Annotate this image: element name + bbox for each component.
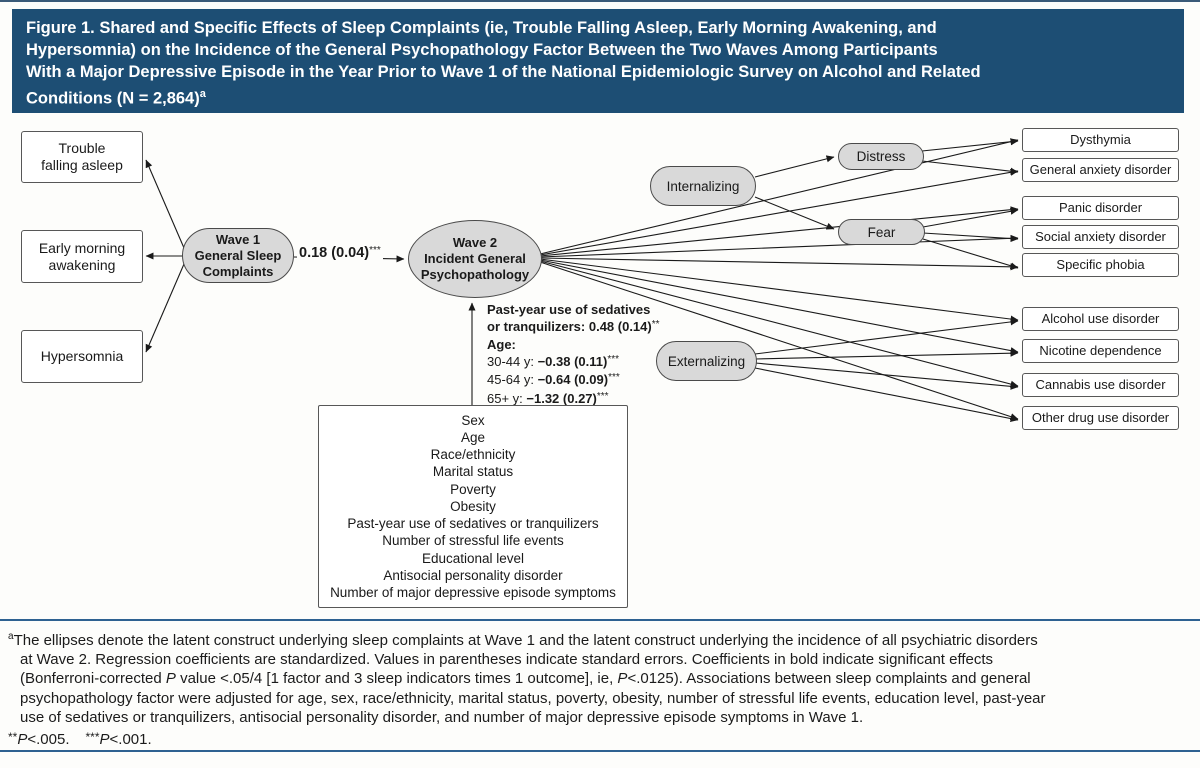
edge-fear-specific-phobia (923, 239, 1018, 268)
covariate-coefficients-annotation: Past-year use of sedatives or tranquilizers: 0.48 (0.14)** Age: 30-44 y: −0.38 (0.11)*** 45-64 y: −0.64 (0.09)*** 65+ y: −1.32 (0.27)*** (487, 302, 660, 409)
covariate-item: Race/ethnicity (430, 447, 516, 463)
covariate-item: Age (460, 430, 486, 446)
age-coefficient-row: 30-44 y: −0.38 (0.11)*** (487, 353, 620, 369)
edge-externalizing-cannabis (755, 363, 1018, 387)
indicator-box-hypersomnia: Hypersomnia (21, 330, 143, 383)
covariate-item: Obesity (450, 498, 496, 514)
covariates-box (318, 405, 628, 608)
edge-wave2-social-anxiety (540, 238, 1018, 257)
covariate-item: Marital status (432, 464, 514, 480)
latent-wave2-incident-psychopathology: Wave 2 Incident General Psychopathology (408, 220, 542, 298)
edge-wave2-specific-phobia (540, 258, 1018, 267)
covariate-item: Number of stressful life events (382, 533, 564, 549)
disorder-box-general-anxiety-disorder: General anxiety disorder (1022, 158, 1179, 182)
edge-distress-dysthymia (922, 141, 1018, 151)
title-footnote-marker: a (199, 88, 206, 100)
figure-title-line: Figure 1. Shared and Specific Effects of Sleep Complaints (ie, Trouble Falling Asleep, Early Morning Awakening, and (26, 19, 937, 37)
path-coefficient-wave1-wave2: 0.18 (0.04)*** (299, 245, 381, 261)
figure-title-line: With a Major Depressive Episode in the Year Prior to Wave 1 of the National Epidemiologic Survey on Alcohol and Related (26, 63, 981, 81)
footnote-line: (Bonferroni-corrected P value <.05/4 [1 factor and 3 sleep indicators times 1 outcome], ie, P<.0125). Associations between sleep complaints and general (20, 670, 1031, 688)
factor-internalizing: Internalizing (650, 166, 756, 206)
edge-externalizing-alcohol (755, 321, 1018, 354)
edge-wave2-panic (540, 209, 1018, 256)
latent-wave1-sleep-complaints: Wave 1 General Sleep Complaints (182, 228, 294, 283)
factor-distress: Distress (838, 143, 924, 170)
factor-fear: Fear (838, 219, 925, 245)
edge-wave2-dysthymia (540, 140, 1018, 254)
significance-legend: **P<.005. ***P<.001. (8, 730, 152, 749)
edge-internalizing-distress (755, 157, 834, 177)
covariate-item: Number of major depressive episode symptoms (330, 584, 616, 600)
edge-externalizing-nicotine (755, 353, 1018, 359)
age-coefficient-row: 45-64 y: −0.64 (0.09)*** (487, 372, 620, 387)
covariate-item: Sex (461, 412, 485, 428)
footnote-line: use of sedatives or tranquilizers, antisocial personality disorder, and number of major depressive episode symptoms in Wave 1. (20, 708, 864, 726)
edge-wave2-general-anxiety (540, 171, 1018, 255)
factor-externalizing: Externalizing (656, 341, 757, 381)
disorder-box-other-drug-use-disorder: Other drug use disorder (1022, 406, 1179, 430)
disorder-box-social-anxiety-disorder: Social anxiety disorder (1022, 225, 1179, 249)
covariate-item: Poverty (450, 481, 496, 497)
covariate-item: Educational level (421, 550, 525, 566)
disorder-box-dysthymia: Dysthymia (1022, 128, 1179, 152)
covariate-item: Antisocial personality disorder (383, 567, 563, 583)
edge-wave1-trouble-falling-asleep (146, 160, 184, 248)
footnote-line: at Wave 2. Regression coefficients are standardized. Values in parentheses indicate standard errors. Coefficients in bold indicate significant effects (20, 651, 994, 669)
figure-title-line: Conditions (N = 2,864)$^a$ (26, 88, 206, 108)
edge-internalizing-fear (755, 197, 834, 229)
footnote-line: psychopathology factor were adjusted for age, sex, race/ethnicity, marital status, poverty, obesity, number of stressful life events, education level, past-year (20, 689, 1046, 707)
edge-fear-panic (923, 210, 1018, 227)
figure-footnote (8, 627, 1046, 750)
edge-distress-general-anxiety (922, 161, 1018, 172)
disorder-box-cannabis-use-disorder: Cannabis use disorder (1022, 373, 1179, 397)
figure-title-line: Hypersomnia) on the Incidence of the General Psychopathology Factor Between the Two Waves Among Participants (26, 41, 938, 59)
covariate-item: Past-year use of sedatives or tranquilizers (347, 516, 599, 532)
footnote-line: $^a$The ellipses denote the latent construct underlying sleep complaints at Wave 1 and the latent construct underlying the incidence of all psychiatric disorders (8, 631, 1038, 649)
indicator-box-early-morning-awakening: Early morning awakening (21, 230, 143, 283)
edge-fear-social-anxiety (923, 233, 1018, 239)
age-coefficient-row: 65+ y: −1.32 (0.27)*** (487, 390, 609, 406)
disorder-box-alcohol-use-disorder: Alcohol use disorder (1022, 307, 1179, 331)
disorder-box-panic-disorder: Panic disorder (1022, 196, 1179, 220)
indicator-box-trouble-falling-asleep: Trouble falling asleep (21, 131, 143, 183)
disorder-box-specific-phobia: Specific phobia (1022, 253, 1179, 277)
edge-wave1-hypersomnia (146, 264, 184, 352)
disorder-box-nicotine-dependence: Nicotine dependence (1022, 339, 1179, 363)
